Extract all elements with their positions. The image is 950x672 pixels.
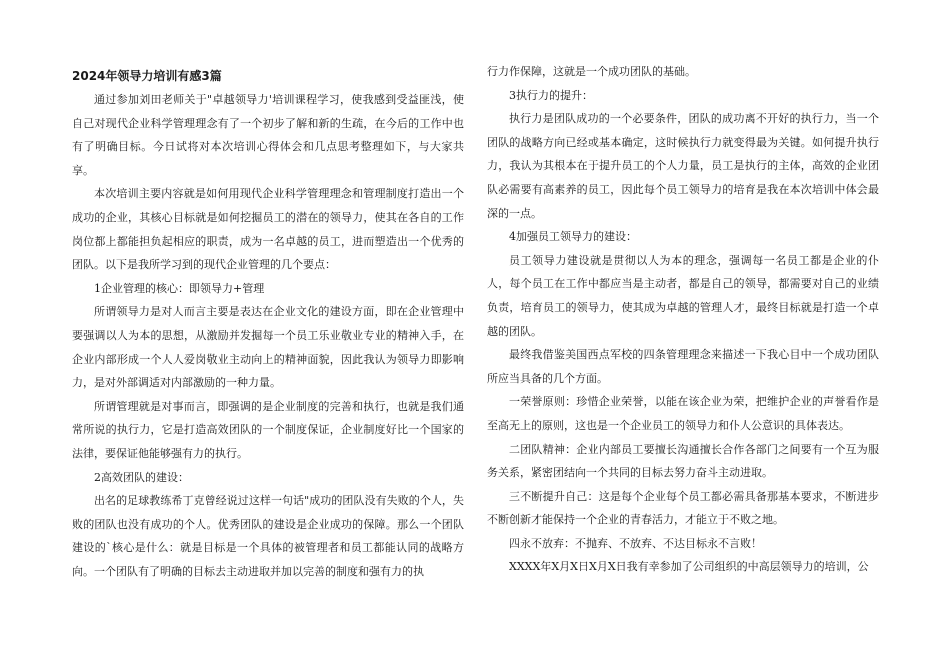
left-column	[72, 60, 464, 583]
paragraph-continuation: 行力作保障，这就是一个成功团队的基础。	[487, 65, 696, 78]
paragraph-training-content: 本次培训主要内容就是如何用现代企业科学管理理念和管理制度打造出一个成功的企业，其核心目标就是如何挖掘员工的潜在的领导力，使其在各自的工作岗位都上都能担负起相应的职责，成为一名卓越的员工，进而塑造出一个优秀的团队。以下是我所学习到的现代企业管理的几个要点：	[72, 187, 464, 272]
paragraph-team-spirit: 二团队精神：企业内部员工要擅长沟通擅长合作各部门之间要有一个互为服务关系，紧密团结向一个共同的目标去努力奋斗主动进取。	[487, 442, 879, 480]
paragraph-self-improvement: 三不断提升自己：这是每个企业每个员工都必需具备那基本要求，不断进步不断创新才能保持一个企业的青春活力，才能立于不败之地。	[487, 489, 879, 527]
section-heading-1: 1企业管理的核心：即领导力+管理	[94, 281, 265, 295]
document-title: 2024年领导力培训有感3篇	[72, 69, 222, 83]
paragraph-westpoint: 最终我借鉴美国西点军校的四条管理理念来描述一下我心目中一个成功团队所应当具备的几个方面。	[487, 348, 879, 385]
paragraph-execution: 执行力是团队成功的一个必要条件，团队的成功离不开好的执行力，当一个团队的战略方向已经或基本确定，这时候执行力就变得最为关键。如何提升执行力，我认为其根本在于提升员工的个人力量，员工是执行的主体，高效的企业团队必需要有高素养的员工，因此每个员工领导力的培育是我在本次培训中体会最深的一点。	[487, 112, 879, 220]
right-column	[487, 60, 879, 579]
paragraph-never-give-up: 四永不放弃：不抛弃、不放弃、不达目标永不言败！	[509, 536, 762, 550]
section-heading-3: 3执行力的提升：	[509, 88, 593, 102]
paragraph-team-building: 出名的足球教练希丁克曾经说过这样一句话"成功的团队没有失败的个人，失败的团队也没有成功的个人。优秀团队的建设是企业成功的保障。那么一个团队建设的`核心是什么：就是目标是一个具体的被管理者和员工都能认同的战略方向。一个团队有了明确的目标去主动进取并加以完善的制度和强有力的执	[72, 494, 464, 578]
paragraph-employee-leadership: 员工领导力建设就是贯彻以人为本的理念，强调每一名员工都是企业的仆人，每个员工在工作中都应当是主动者，都是自己的领导，都需要对自己的业绩负责，培育员工的领导力，使其成为卓越的管理人才，最终目标就是打造一个卓越的团队。	[487, 253, 879, 338]
section-heading-4: 4加强员工领导力的建设：	[509, 230, 637, 244]
paragraph-intro: 通过参加刘田老师关于"卓越领导力'培训课程学习，使我感到受益匪浅，使自己对现代企业科学管理理念有了一个初步了解和新的生疏，在今后的工作中也有了明确目标。今日试将对本次培训心得体会和几点思考整理如下，与大家共享。	[72, 93, 464, 177]
paragraph-leadership: 所谓领导力是对人而言主要是表达在企业文化的建设方面，即在企业管理中要强调以人为本的思想，从激励并发掘每一个员工乐业敬业专业的精神入手，在企业内部形成一个人人爱岗敬业主动向上的精神面貌，因此我认为领导力即影响力，是对外部调适对内部激励的一种力量。	[72, 305, 464, 390]
paragraph-management: 所谓管理就是对事而言，即强调的是企业制度的完善和执行，也就是我们通常所说的执行力，它是打造高效团队的一个制度保证，企业制度好比一个国家的法律，要保证他能够强有力的执行。	[72, 399, 464, 460]
paragraph-second-essay-start: XXXX年X月X日X月X日我有幸参加了公司组织的中高层领导力的培训，公	[509, 560, 869, 574]
paragraph-honor: 一荣誉原则：珍惜企业荣誉，以能在该企业为荣，把维护企业的声誉看作是至高无上的原则，这也是一个企业员工的领导力和仆人公意识的具体表达。	[487, 395, 879, 432]
section-heading-2: 2高效团队的建设：	[94, 470, 189, 484]
